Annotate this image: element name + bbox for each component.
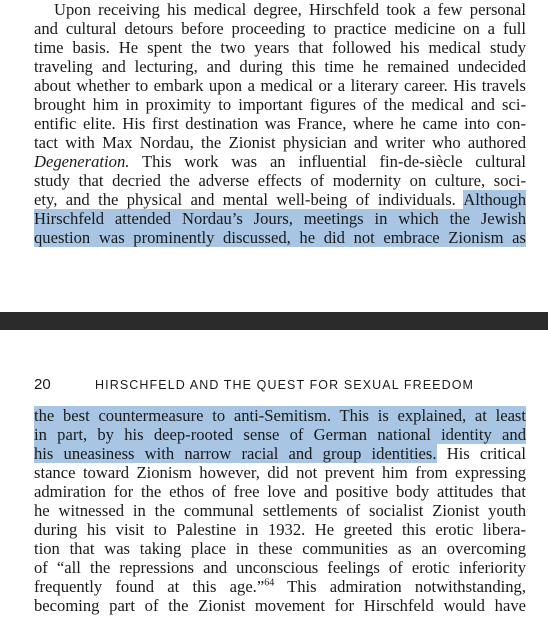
text-line: of “all the repressions and unconscious feelings of erotic inferiority bbox=[34, 558, 526, 577]
highlighted-text-line[interactable]: question was prominently discussed, he did not embrace Zionism as bbox=[34, 228, 526, 247]
bottom-paragraph[interactable] bbox=[34, 406, 526, 615]
text-line: study that decried the adverse effects of modernity on culture, soci- bbox=[34, 171, 526, 190]
page-break-bar bbox=[0, 312, 548, 330]
text-line bbox=[34, 577, 526, 596]
text-fragment: His critical bbox=[446, 444, 526, 463]
text-line: Upon receiving his medical degree, Hirschfeld took a few personal bbox=[54, 0, 526, 19]
page-number: 20 bbox=[34, 376, 51, 393]
text-fragment: This work was an influential fin-de-siècle cultural bbox=[141, 152, 526, 171]
text-line: about whether to embark upon a medical or a literary career. His travels bbox=[34, 76, 526, 95]
text-line: tion that was taking place in these communities as an overcoming bbox=[34, 539, 526, 558]
text-fragment: frequently found at this age.” bbox=[34, 577, 265, 596]
text-line bbox=[34, 444, 526, 463]
text-line: entific elite. His first destination was France, where he came into con- bbox=[34, 114, 526, 133]
text-line: stance toward Zionism however, did not prevent him from expressing bbox=[34, 463, 526, 482]
text-line: he witnessed in the communal settlements of socialist Zionist youth bbox=[34, 501, 526, 520]
text-line: traveling and lecturing, and during this time he remained undecided bbox=[34, 57, 526, 76]
running-head bbox=[34, 375, 526, 395]
text-line: tact with Max Nordau, the Zionist physician and writer who authored bbox=[34, 133, 526, 152]
highlighted-text[interactable]: his uneasiness with narrow racial and group identities. bbox=[34, 444, 437, 463]
highlighted-text-line[interactable]: in part, by his deep-rooted sense of German national identity and bbox=[34, 425, 526, 444]
highlighted-text[interactable]: Although bbox=[463, 190, 526, 209]
top-paragraph[interactable] bbox=[34, 0, 526, 247]
footnote-reference[interactable]: 64 bbox=[264, 577, 275, 589]
book-title-italic: Degeneration. bbox=[34, 152, 130, 171]
text-line bbox=[34, 152, 526, 171]
text-line: brought him in proximity to important figures of the medical and sci- bbox=[34, 95, 526, 114]
text-line: becoming part of the Zionist movement for Hirschfeld would have bbox=[34, 596, 526, 615]
text-fragment: ety, and the physical and mental well-being of individuals. bbox=[34, 190, 456, 209]
highlighted-text-line[interactable]: Hirschfeld attended Nordau’s Jours, meetings in which the Jewish bbox=[34, 209, 526, 228]
text-fragment: This admiration notwithstanding, bbox=[287, 577, 526, 596]
highlighted-text-line[interactable]: the best countermeasure to anti-Semitism. This is explained, at least bbox=[34, 406, 526, 425]
text-line: during his visit to Palestine in 1932. He greeted this erotic libera- bbox=[34, 520, 526, 539]
text-line: time basis. He spent the two years that followed his medical study bbox=[34, 38, 526, 57]
text-line bbox=[34, 190, 526, 209]
text-line: and cultural detours before proceeding to practice medicine on a full bbox=[34, 19, 526, 38]
text-line: admiration for the ethos of free love and positive body attitudes that bbox=[34, 482, 526, 501]
running-title: HIRSCHFELD AND THE QUEST FOR SEXUAL FREEDOM bbox=[95, 378, 475, 392]
